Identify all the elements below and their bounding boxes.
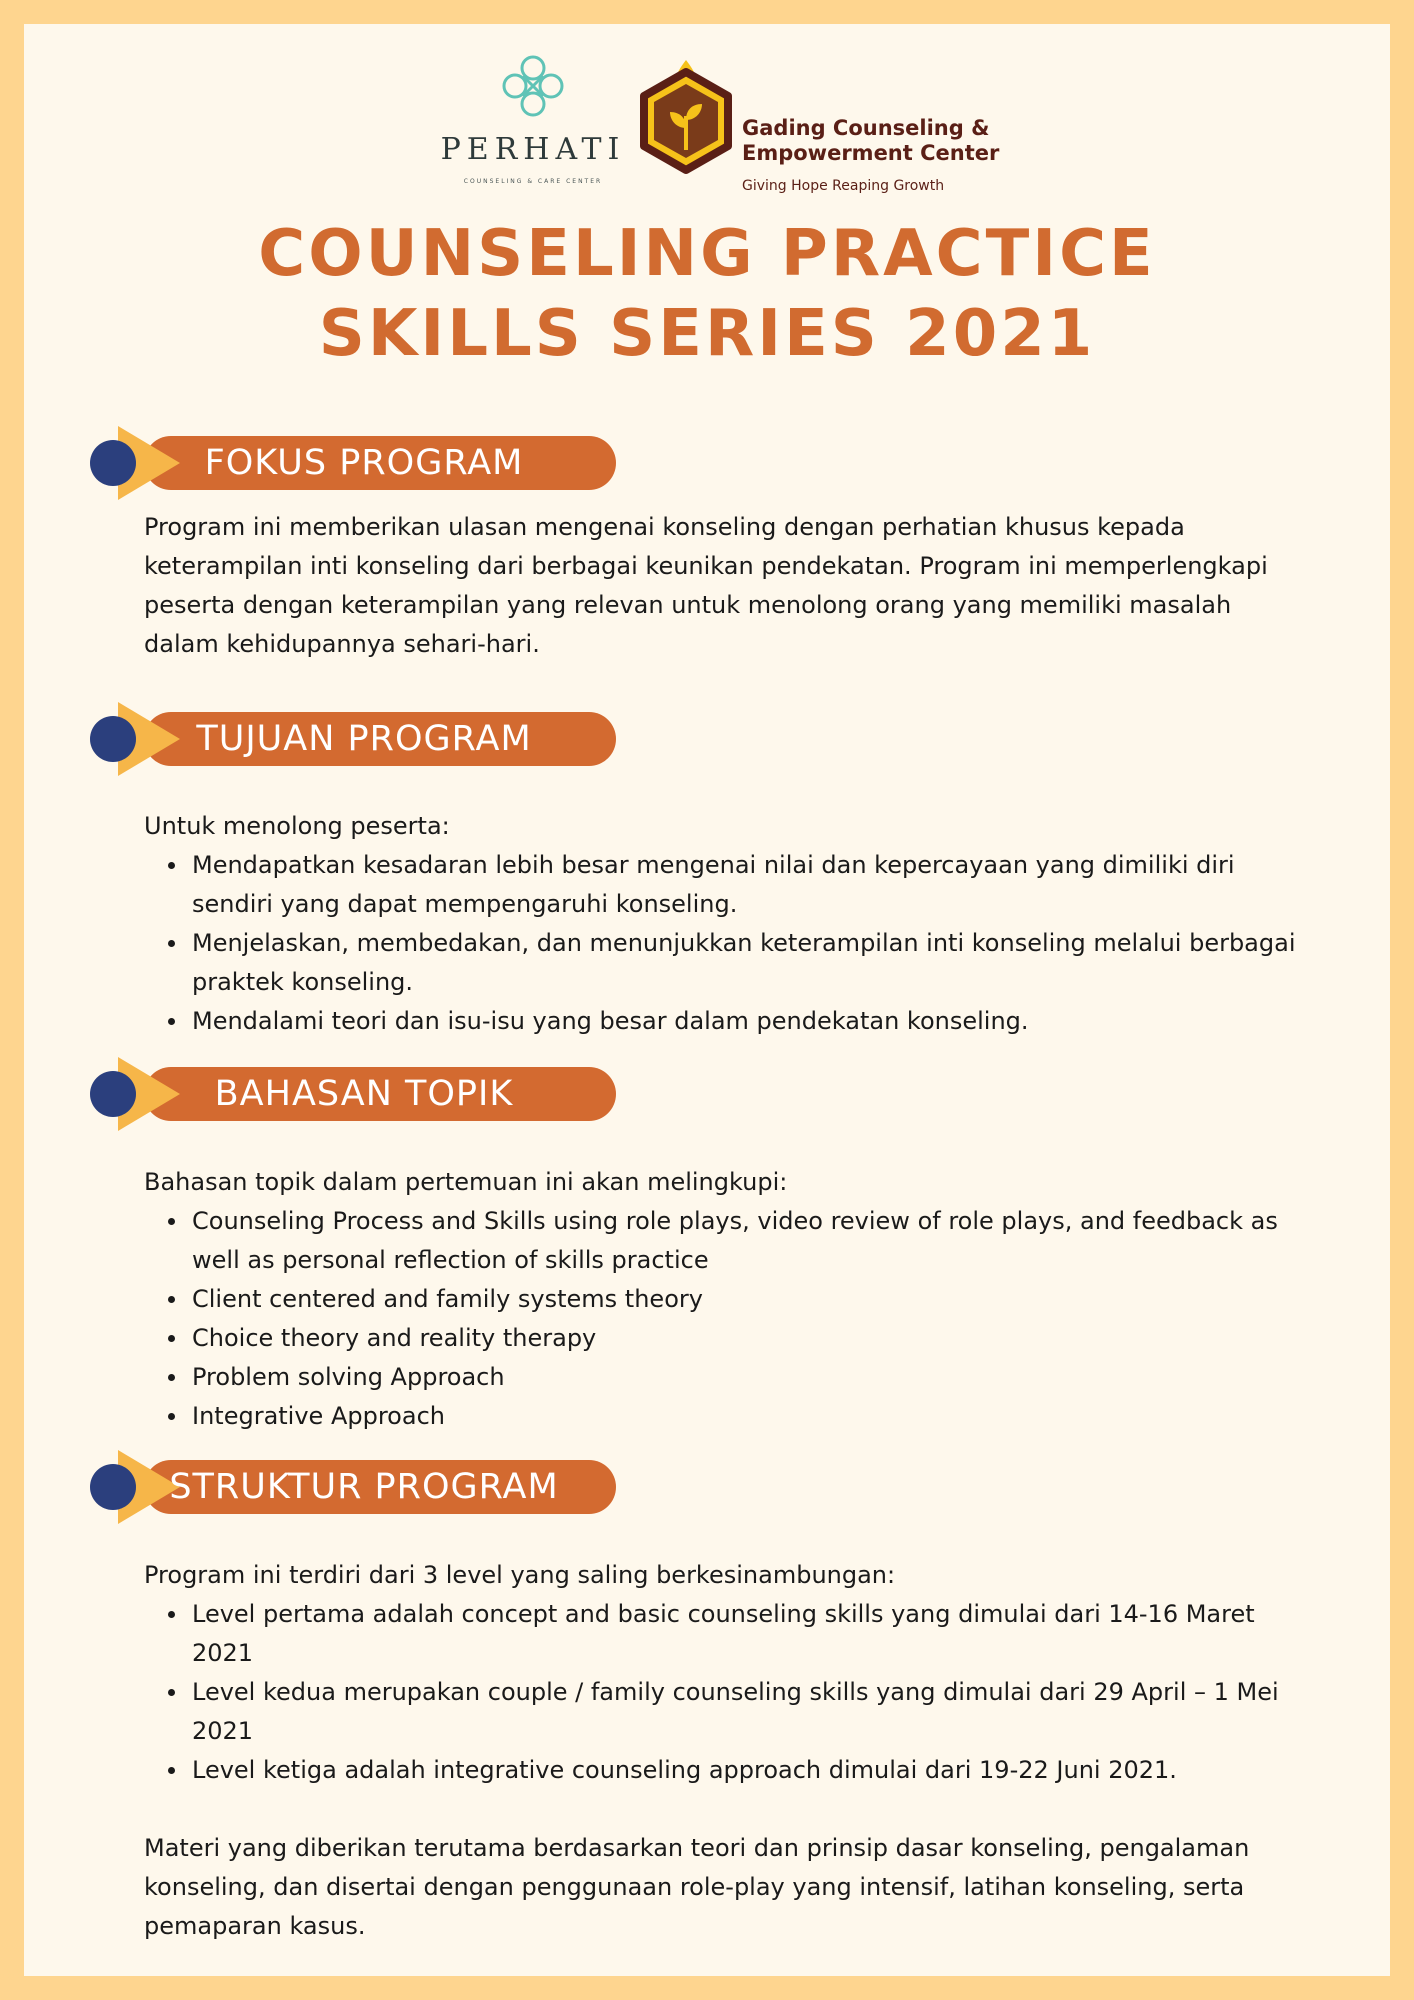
bullet-dot-icon [90,440,136,486]
tujuan-intro: Untuk menolong peserta: [144,812,450,840]
list-item: Problem solving Approach [192,1358,1304,1397]
list-item: Client centered and family systems theory [192,1280,1304,1319]
list-item: Integrative Approach [192,1397,1304,1436]
gading-name: Gading Counseling & Empowerment Center [742,116,1000,165]
list-item: Menjelaskan, membedakan, dan menunjukkan keterampilan inti konseling melalui berbagai praktek konseling. [192,924,1304,1002]
section-header-struktur [90,1448,630,1528]
bullet-dot-icon [90,716,136,762]
perhati-subtitle: COUNSELING & CARE CENTER [463,178,603,185]
section-heading: STRUKTUR PROGRAM [169,1467,559,1507]
page-background [24,24,1390,1976]
list-item: Level ketiga adalah integrative counseling approach dimulai dari 19-22 Juni 2021. [192,1751,1304,1790]
bahasan-intro: Bahasan topik dalam pertemuan ini akan melingkupi: [144,1168,788,1196]
bahasan-list [144,1202,1304,1436]
list-item: Mendapatkan kesadaran lebih besar mengenai nilai dan kepercayaan yang dimiliki diri sendiri yang dapat mempengaruhi konseling. [192,846,1304,924]
struktur-intro: Program ini terdiri dari 3 level yang saling berkesinambungan: [144,1561,896,1589]
list-item: Choice theory and reality therapy [192,1319,1304,1358]
perhati-emblem-icon [501,54,565,118]
fokus-paragraph: Program ini memberikan ulasan mengenai konseling dengan perhatian khusus kepada keterampilan inti konseling dari berbagai keunikan pendekatan. Program ini memperlengkapi peserta dengan keterampilan yang relevan untuk menolong orang yang memiliki masalah dalam kehidupannya sehari-hari. [144,513,1268,658]
section-heading: FOKUS PROGRAM [204,443,524,483]
section-heading: BAHASAN TOPIK [214,1074,514,1114]
list-item: Mendalami teori dan isu-isu yang besar dalam pendekatan konseling. [192,1002,1304,1041]
section-header-bahasan [90,1055,630,1135]
tujuan-list [144,846,1304,1041]
bullet-dot-icon [90,1071,136,1117]
page-title: COUNSELING PRACTICE SKILLS SERIES 2021 [258,217,1156,371]
struktur-content [144,1556,1304,1946]
perhati-name: PERHATI [440,132,626,167]
gading-logo [636,58,1056,208]
section-header-fokus [90,424,630,504]
bullet-dot-icon [90,1464,136,1510]
list-item: Level pertama adalah concept and basic counseling skills yang dimulai dari 14-16 Maret 2021 [192,1595,1304,1673]
gading-tagline: Giving Hope Reaping Growth [742,178,945,194]
perhati-logo [428,54,638,204]
bahasan-content [144,1163,1304,1436]
struktur-closing: Materi yang diberikan terutama berdasarkan teori dan prinsip dasar konseling, pengalaman konseling, dan disertai dengan penggunaan role-play yang intensif, latihan konseling, serta pemaparan kasus. [144,1834,1250,1940]
struktur-list [144,1595,1304,1790]
list-item: Level kedua merupakan couple / family counseling skills yang dimulai dari 29 April – 1 Mei 2021 [192,1673,1304,1751]
list-item: Counseling Process and Skills using role plays, video review of role plays, and feedback as well as personal reflection of skills practice [192,1202,1304,1280]
section-header-tujuan [90,700,630,780]
gading-plant-emblem-icon [636,58,736,178]
section-heading: TUJUAN PROGRAM [196,719,532,759]
tujuan-content [144,807,1304,1041]
